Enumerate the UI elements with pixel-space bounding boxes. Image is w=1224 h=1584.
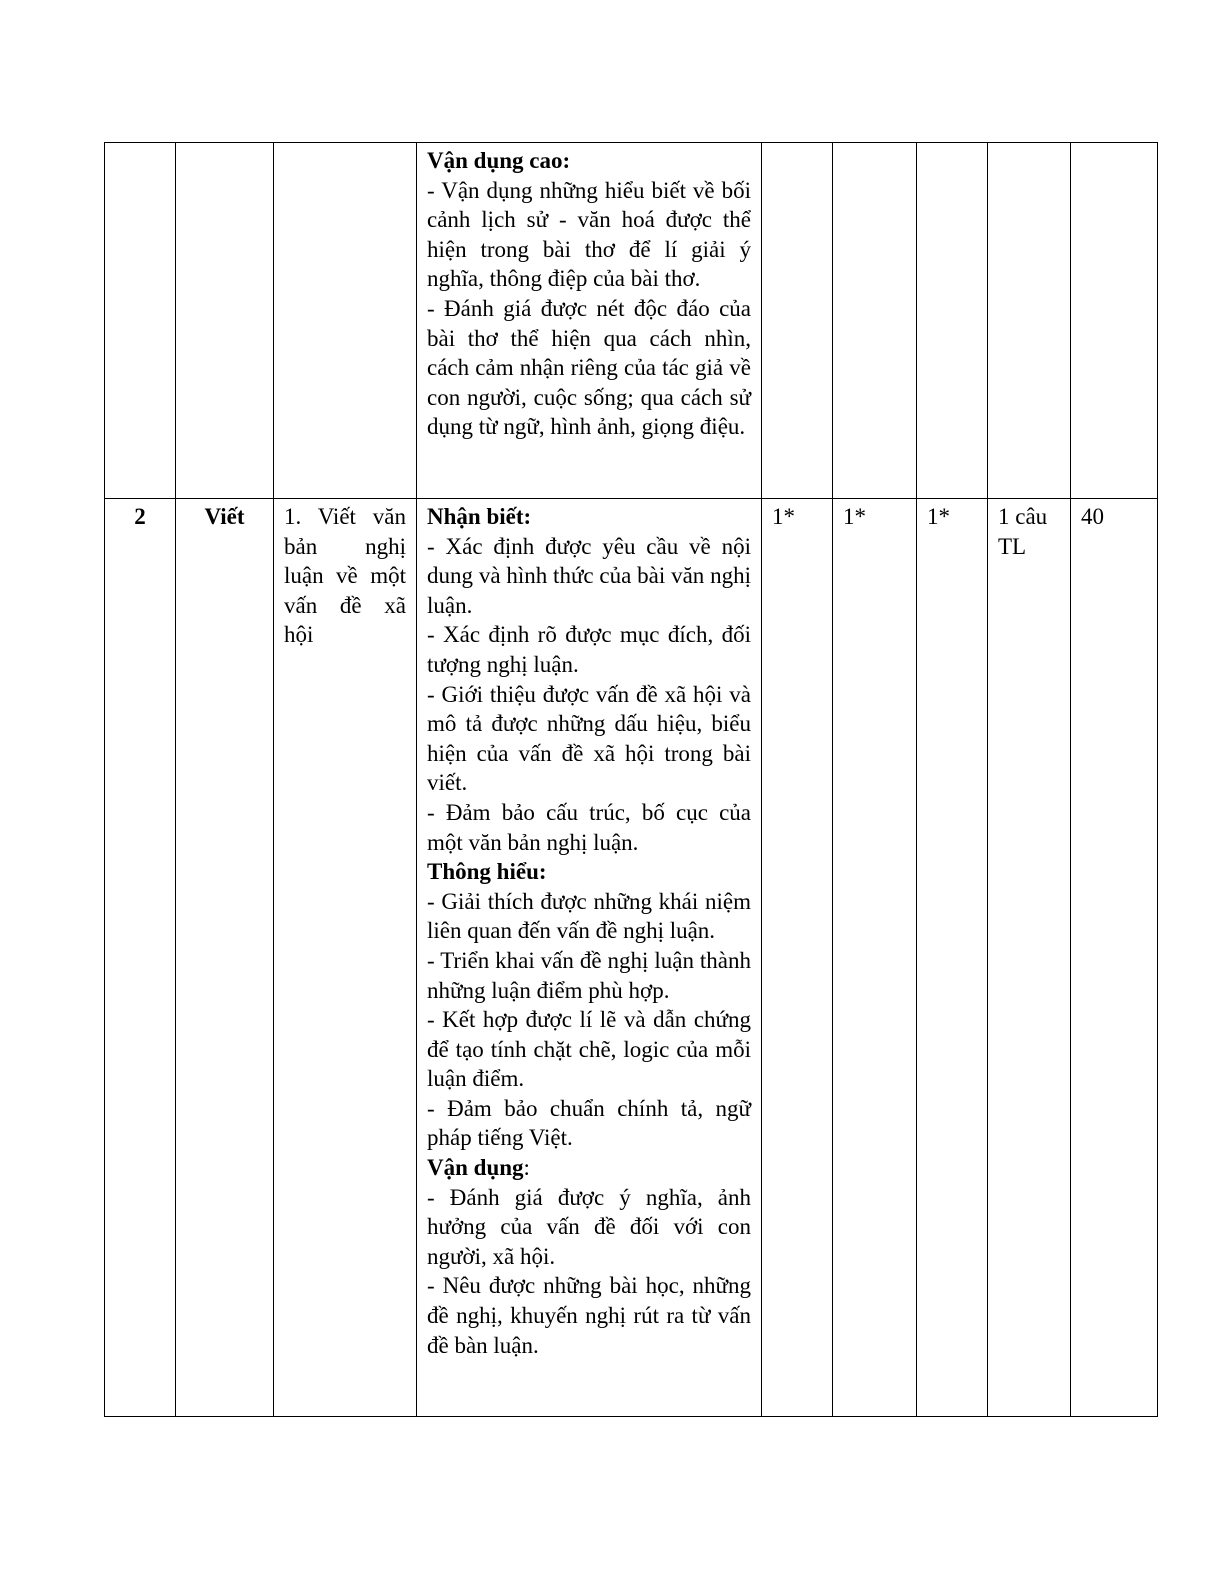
level-label: Vận dụng: [427, 1155, 524, 1181]
application-count-cell: [917, 143, 988, 499]
level-item: - Xác định được yêu cầu về nội dung và hình thức của bài văn nghị luận.: [427, 533, 751, 618]
skill-cell: Viết: [176, 499, 274, 1417]
unit-cell: 1. Viết văn bản nghị luận về một vấn đề xã hội: [274, 499, 417, 1417]
comprehension-count-cell: [833, 143, 917, 499]
description-cell: [417, 499, 762, 1417]
level-item: - Đảm bảo chuẩn chính tả, ngữ pháp tiếng Việt.: [427, 1095, 751, 1151]
recognition-count-cell: [762, 143, 833, 499]
advanced-application-count-cell: [988, 143, 1071, 499]
level-label: Nhận biết:: [427, 504, 532, 529]
advanced-application-count-cell: 1 câu TL: [988, 499, 1071, 1417]
percent-cell: [1071, 143, 1158, 499]
description-cell: [417, 143, 762, 499]
level-block: [427, 857, 751, 1153]
level-label-suffix: :: [523, 1155, 530, 1181]
level-item: - Đánh giá được nét độc đáo của bài thơ thể hiện qua cách nhìn, cách cảm nhận riêng của tác giả về con người, cuộc sống; qua cách sử dụng từ ngữ, hình ảnh, giọng điệu.: [427, 295, 751, 440]
skill-cell: [176, 143, 274, 499]
level-block: [427, 1153, 751, 1360]
specification-table: [104, 142, 1158, 1417]
level-item: - Đảm bảo cấu trúc, bố cục của một văn bản nghị luận.: [427, 799, 751, 855]
level-item: - Vận dụng những hiểu biết về bối cảnh lịch sử - văn hoá được thể hiện trong bài thơ để lí giải ý nghĩa, thông điệp của bài thơ.: [427, 177, 751, 292]
level-item: - Xác định rõ được mục đích, đối tượng nghị luận.: [427, 622, 751, 677]
level-item: - Nêu được những bài học, những đề nghị, khuyến nghị rút ra từ vấn đề bàn luận.: [427, 1273, 751, 1358]
level-item: - Triển khai vấn đề nghị luận thành những luận điểm phù hợp.: [427, 947, 751, 1003]
application-count-cell: 1*: [917, 499, 988, 1417]
row-number-cell: 2: [105, 499, 176, 1417]
table-row: [105, 143, 1158, 499]
level-label: Thông hiểu:: [427, 859, 547, 885]
table-body: [105, 143, 1158, 1417]
level-item: - Giới thiệu được vấn đề xã hội và mô tả được những dấu hiệu, biểu hiện của vấn đề xã hội trong bài viết.: [427, 681, 751, 796]
comprehension-count-cell: 1*: [833, 499, 917, 1417]
level-block: [427, 146, 751, 442]
unit-cell: [274, 143, 417, 499]
row-number-cell: [105, 143, 176, 499]
level-item: - Giải thích được những khái niệm liên quan đến vấn đề nghị luận.: [427, 888, 751, 944]
level-block: [427, 502, 751, 857]
level-item: - Kết hợp được lí lẽ và dẫn chứng để tạo tính chặt chẽ, logic của mỗi luận điểm.: [427, 1007, 751, 1092]
level-label: Vận dụng cao:: [427, 148, 571, 173]
level-item: - Đánh giá được ý nghĩa, ảnh hưởng của vấn đề đối với con người, xã hội.: [427, 1184, 751, 1269]
recognition-count-cell: 1*: [762, 499, 833, 1417]
percent-cell: 40: [1071, 499, 1158, 1417]
table-row: [105, 499, 1158, 1417]
